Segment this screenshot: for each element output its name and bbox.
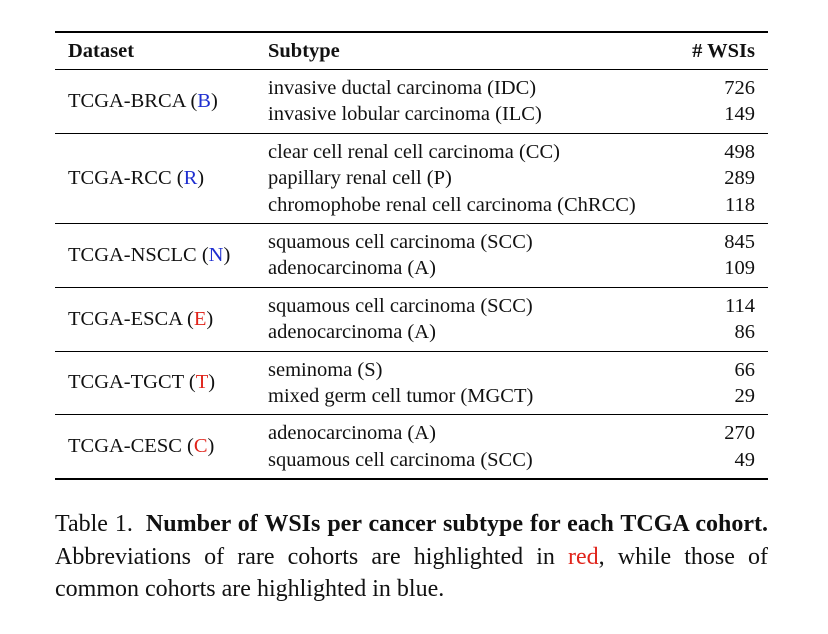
dataset-cell: TCGA-TGCT (T) — [55, 351, 268, 415]
table-header-row — [55, 32, 768, 70]
dataset-name: TCGA-TGCT — [68, 371, 184, 394]
wsi-count: 118 — [725, 193, 755, 216]
table-row — [55, 287, 768, 351]
dataset-abbreviation: T — [195, 371, 209, 394]
wsi-count: 86 — [734, 321, 755, 344]
wsi-count: 845 — [724, 230, 755, 253]
wsi-count-cell — [665, 133, 768, 223]
subtype-cell — [268, 223, 665, 287]
dataset-name: TCGA-NSCLC — [68, 243, 197, 266]
wsi-count-cell — [665, 287, 768, 351]
wsi-count: 49 — [734, 448, 755, 471]
wsi-count: 149 — [724, 103, 755, 126]
table-row — [55, 415, 768, 479]
wsi-count: 270 — [724, 422, 755, 445]
dataset-abbreviation: R — [183, 166, 198, 189]
subtype-name: clear cell renal cell carcinoma (CC) — [268, 140, 560, 163]
wsi-count: 114 — [725, 294, 755, 317]
subtype-cell — [268, 287, 665, 351]
dataset-name: TCGA-CESC — [68, 435, 182, 458]
dataset-cell: TCGA-ESCA (E) — [55, 287, 268, 351]
wsi-count: 498 — [724, 140, 755, 163]
caption-label: Table 1. — [55, 511, 133, 537]
dataset-cell: TCGA-CESC (C) — [55, 415, 268, 479]
wsi-count: 109 — [724, 257, 755, 280]
dataset-name: TCGA-BRCA — [68, 89, 186, 112]
table-row — [55, 223, 768, 287]
dataset-name: TCGA-ESCA — [68, 307, 182, 330]
subtype-name: squamous cell carcinoma (SCC) — [268, 294, 533, 317]
wsi-count: 726 — [724, 77, 755, 99]
table-caption — [55, 508, 768, 606]
header-dataset: Dataset — [55, 32, 268, 70]
subtype-cell — [268, 351, 665, 415]
subtype-cell — [268, 415, 665, 479]
subtype-name: chromophobe renal cell carcinoma (ChRCC) — [268, 193, 636, 216]
wsi-count-cell — [665, 351, 768, 415]
dataset-cell: TCGA-NSCLC (N) — [55, 223, 268, 287]
wsi-count: 289 — [724, 167, 755, 190]
table-row — [55, 351, 768, 415]
dataset-name: TCGA-RCC — [68, 166, 172, 189]
subtype-name: squamous cell carcinoma (SCC) — [268, 448, 533, 471]
header-wsis: # WSIs — [665, 32, 768, 70]
dataset-cell: TCGA-RCC (R) — [55, 133, 268, 223]
subtype-name: adenocarcinoma (A) — [268, 422, 436, 445]
dataset-abbreviation: C — [193, 435, 208, 458]
dataset-abbreviation: E — [193, 307, 207, 330]
subtype-name: invasive lobular carcinoma (ILC) — [268, 103, 542, 126]
wsi-count-cell — [665, 415, 768, 479]
subtype-name: adenocarcinoma (A) — [268, 321, 436, 344]
subtype-cell — [268, 70, 665, 134]
wsi-count: 29 — [734, 384, 755, 407]
table-body — [55, 70, 768, 480]
wsi-count-cell — [665, 70, 768, 134]
subtype-name: papillary renal cell (P) — [268, 167, 452, 190]
table-row — [55, 133, 768, 223]
wsi-count: 66 — [734, 358, 755, 381]
wsi-table — [55, 31, 768, 480]
table-row — [55, 70, 768, 134]
subtype-name: adenocarcinoma (A) — [268, 257, 436, 280]
dataset-abbreviation: N — [208, 243, 224, 266]
wsi-count-cell — [665, 223, 768, 287]
caption-bold-title: Number of WSIs per cancer subtype for each TCGA cohort. — [145, 511, 769, 537]
subtype-cell — [268, 133, 665, 223]
caption-text-after-red: , while those of common cohorts are highlighted in blue. — [55, 543, 768, 602]
subtype-name: seminoma (S) — [268, 358, 383, 381]
subtype-name: invasive ductal carcinoma (IDC) — [268, 77, 537, 99]
dataset-abbreviation: B — [197, 89, 211, 112]
header-subtype: Subtype — [268, 32, 665, 70]
dataset-cell: TCGA-BRCA (B) — [55, 70, 268, 134]
subtype-name: mixed germ cell tumor (MGCT) — [268, 384, 534, 407]
subtype-name: squamous cell carcinoma (SCC) — [268, 230, 533, 253]
caption-text-before-red: Abbreviations of rare cohorts are highlighted in — [55, 543, 555, 570]
caption-red-word: red — [568, 543, 599, 570]
